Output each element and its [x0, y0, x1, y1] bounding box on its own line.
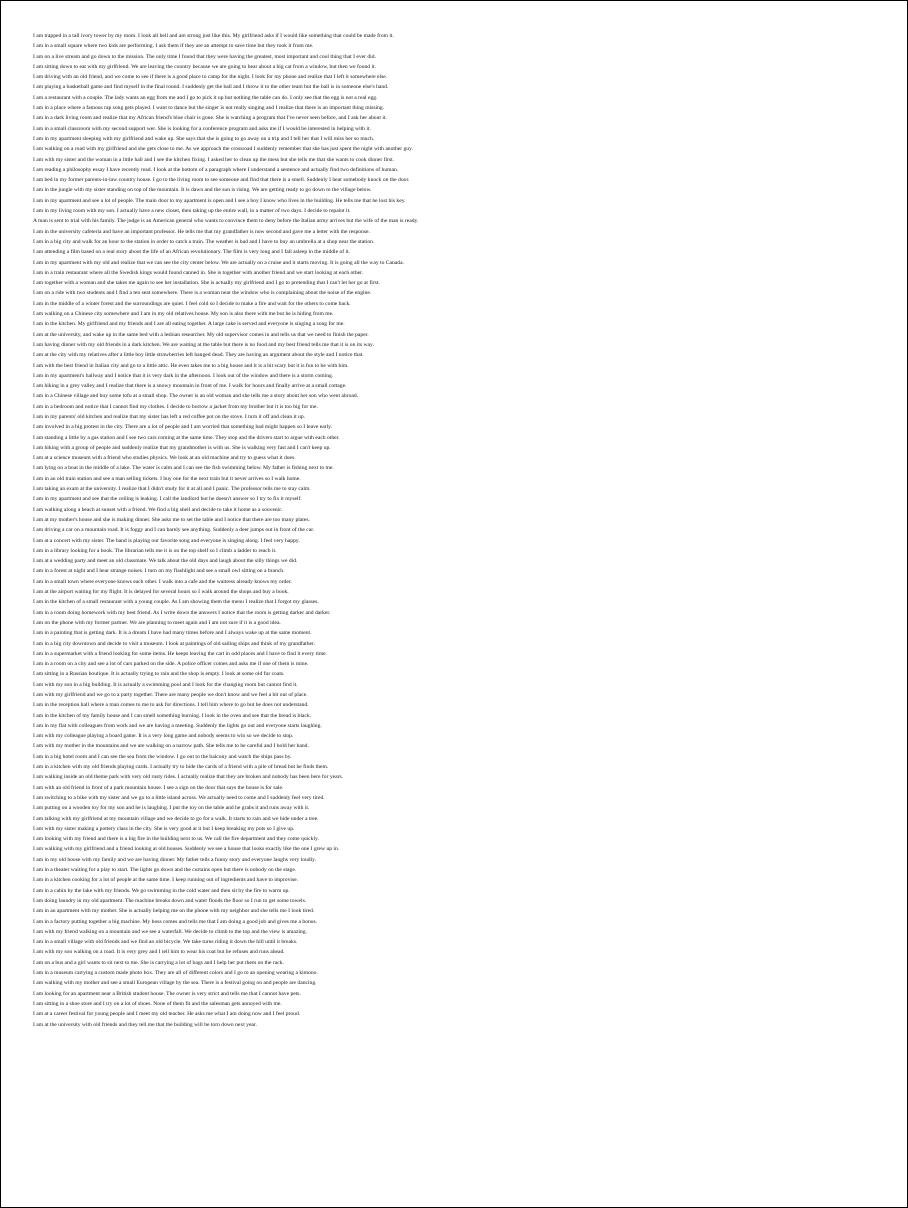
text-line: I am in a painting that is getting dark. It is a dream I have had many times before and I always wake up at the same moment. — [33, 630, 312, 637]
text-line: I am in the kitchen of a small restaurant with a young couple. As I am showing them the menu I realize that I forgot my glasses. — [33, 599, 319, 606]
text-line: I am in my old house with my family and we are having dinner. My father tells a funny story and everyone laughs very loudly. — [33, 856, 316, 863]
text-line: I am in my apartment with my old and realize that we can see the city center below. We are actually on a cruise and it starts moving. It is going all the way to Canada. — [33, 259, 404, 266]
text-line: I am in a cabin by the lake with my friends. We go swimming in the cold water and then sit by the fire to warm up. — [33, 887, 290, 894]
text-line: I am putting on a wooden toy for my son and he is laughing. I put the toy on the table and he grabs it and runs away with it. — [33, 805, 310, 812]
text-line: I am bed in my former parents-in-law country house. I go to the living room to see someone and find that there is a smell. Suddenly I hear somebody knock on the door. — [33, 177, 410, 184]
text-line: I am with my girlfriend and we go to a party together. There are many people we don't know and we feel a bit out of place. — [33, 692, 308, 698]
text-line: I am in the reception hall where a man comes to me to ask for directions. I tell him where to go but he does not understand. — [33, 702, 309, 709]
text-line: I am having dinner with my old friends in a dark kitchen. We are waiting at the table but there is no food and my best friend tells me that it is on its way. — [33, 341, 374, 348]
text-line: I am on the phone with my former partner. We are planning to meet again and I am not sure if it is a good idea. — [33, 619, 281, 626]
text-line: I am at a concert with my sister. The band is playing our favorite song and everyone is singing along. I feel very happy. — [33, 537, 300, 544]
text-line: I am in the middle of a winter forest and the surroundings are quiet. I feel cold so I decide to make a fire and wait for the others to come back. — [33, 300, 351, 307]
text-line: I am with my son walking on a road. It is very grey and I tell him to wear his coat but he refuses and runs ahead. — [33, 949, 285, 956]
text-line: I am in a theater waiting for a play to start. The lights go down and the curtains open but there is nobody on the stage. — [33, 867, 297, 874]
text-line: I am with my sister and the woman in a little hall and I see the kitchen fixing. I asked her to clean up the mess but she tells me that she wants to cook dinner first. — [33, 156, 395, 163]
text-line: I am together with a woman and she takes me again to see her installation. She is actually my girlfriend and I go to pretending that I can't let her go at first. — [33, 280, 380, 287]
text-line: I am in a forest at night and I hear strange noises. I turn on my flashlight and see a small owl sitting on a branch. — [33, 568, 285, 575]
text-line: I am with the best friend in Italian city and go to a little attic. He even takes me to a big house and it is a bit scary but it is fun to be with him. — [33, 362, 349, 369]
text-line: I am sitting in a shoe store and I try on a lot of shoes. None of them fit and the salesman gets annoyed with me. — [33, 1000, 282, 1007]
text-line: I am doing laundry in my old apartment. The machine breaks down and water floods the floor so I run to get some towels. — [33, 897, 307, 904]
text-line: I am walking inside an old theme park with very old rusty rides. I actually realize that they are broken and nobody has been here for years. — [33, 774, 344, 781]
text-line: I am in my apartment and see a lot of people. The main door to my apartment is open and I see a boy I know who lives in the building. He tells me that he lost his key. — [33, 197, 406, 204]
text-line: I am at the university, and wake up in the same bed with a lesbian researcher. My old supervisor comes in and tells us that we need to finish the paper. — [33, 331, 369, 338]
text-line: I am driving with an old friend, and we come to see if there is a good place to camp for the night. I look for my phone and realize that I left it somewhere else. — [33, 74, 388, 81]
text-line: I am in a place where a famous rap song gets played. I want to dance but the singer is not really singing and I realize that there is an important thing missing. — [33, 105, 385, 112]
text-line: I am in an old train station and see a man selling tickets. I buy one for the next train but it never arrives so I walk home. — [33, 475, 301, 482]
text-line: I am walking with my girlfriend and a friend looking at old houses. Suddenly we see a house that looks exactly like the one I grew up in. — [33, 846, 340, 853]
text-line: I am trapped in a tall ivory tower by my mom. I look all hell and am strong just like this. My girlfriend asks if I would like something that could be made from it. — [33, 33, 394, 39]
document-text-body — [33, 31, 875, 1179]
text-line: I am sitting in a Russian boutique. It is actually trying to rain and the shop is empty. I look at some old fur coats. — [33, 671, 285, 678]
text-line: I am in a kitchen with my old friends playing cards. I actually try to hide the cards of a friend with a pile of bread but he finds them. — [33, 764, 329, 771]
text-line: I am sitting down to eat with my girlfriend. We are leaving the country because we are going to hear about a big cat from a window, but then we found it. — [33, 63, 376, 70]
text-line: I am with my sister making a pottery class in the city. She is very good at it but I keep breaking my pots so I give up. — [33, 825, 295, 832]
text-line: I am attending a film based on a real story about the life of an African revolutionary. The film is very long and I fall asleep in the middle of it. — [33, 249, 351, 256]
text-line: I am in a bedroom and notice that I cannot find my clothes. I decide to borrow a jacket from my brother but it is too big for me. — [33, 403, 318, 410]
text-line: I am in the jungle with my sister standing on top of the mountain. It is dawn and the sun is rising. We are getting ready to go down to the village below. — [33, 187, 372, 194]
text-line: I am walking with my mother and see a small European village by the sea. There is a festival going on and people are dancing. — [33, 980, 317, 987]
text-line: I am reading a philosophy essay I have recently read. I look at the bottom of a paragraph where I understand a sentence and actually find two definitions of human. — [33, 166, 399, 173]
text-line: I am on a bus and a girl wants to sit next to me. She is carrying a lot of bags and I help her put them on the rack. — [33, 959, 284, 966]
text-line: I am a restaurant with a couple. The lady wants an egg from me and I go to pick it up but nothing the table can do. I only see that the egg is not a real egg. — [33, 94, 378, 101]
text-line: I am in a small town where everyone knows each other. I walk into a cafe and the waitress already knows my order. — [33, 578, 292, 585]
text-line: I am in a factory putting together a big machine. My boss comes and tells me that I am doing a good job and gives me a bonus. — [33, 918, 318, 925]
text-line: I am looking for an apartment near a British student house. The owner is very strict and tells me that I cannot have pets. — [33, 990, 301, 997]
text-line: I am on a ride with two students and I find a ten seat somewhere. There is a woman near the window who is complaining about the noise of the engine. — [33, 290, 372, 297]
text-line: I am at the airport waiting for my flight. It is delayed for several hours so I walk around the shops and buy a book. — [33, 589, 289, 596]
text-line: I am taking an exam at the university. I realize that I didn't study for it at all and I panic. The professor tells me to stay calm. — [33, 486, 311, 493]
text-line: I am hiking with a group of people and suddenly realize that my grandmother is with us. She is walking very fast and I can't keep up. — [33, 444, 331, 451]
text-line: I am in an apartment with my mother. She is actually helping me on the phone with my neighbor and she tells me I look tired. — [33, 908, 315, 915]
text-line: I am in my apartment's hallway and I notice that it is very dark in the afternoon. I look out of the window and there is a storm coming. — [33, 372, 334, 379]
text-line: I am in my flat with colleagues from work and we are having a meeting. Suddenly the lights go out and everyone starts laughing. — [33, 722, 322, 729]
text-line: I am playing a basketball game and find myself in the final round. I suddenly get the ball and I throw it to the other team but the ball is in someone else's hand. — [33, 84, 389, 91]
text-line: I am in a big hotel room and I can see the sea from the window. I go out to the balcony and watch the ships pass by. — [33, 753, 292, 760]
text-line: I am at my mother's house and she is making dinner. She asks me to set the table and I notice that there are too many plates. — [33, 516, 310, 523]
text-line: I am walking on a road with my girlfriend and she gets close to me. As we approach the crossroad I suddenly remember that she has just spent the night with another guy. — [33, 146, 413, 153]
text-line: I am with my colleague playing a board game. It is a very long game and nobody seems to win so we decide to stop. — [33, 733, 294, 740]
text-line: I am in the university cafeteria and have an important professor. He tells me that my grandfather is now second and gave me a letter with the response. — [33, 228, 370, 235]
text-line: I am at a wedding party and meet an old classmate. We talk about the old days and laugh about the silly things we did. — [33, 558, 298, 565]
text-line: I am walking along a beach at sunset with a friend. We find a big shell and decide to take it home as a souvenir. — [33, 506, 283, 513]
text-line: I am on a live stream and go down to the mission. The only time I found that they were having the greatest, most important and cool thing that I ever did. — [33, 53, 376, 60]
text-line: I am at the city with my relatives after a little boy little strawberries left hanged dead. They are having an argument about the style and I notice that. — [33, 352, 364, 359]
text-line: I am at a science museum with a friend who studies physics. We look at an old machine and try to guess what it does. — [33, 455, 296, 462]
text-line: I am in the kitchen. My girlfriend and my friends and I are all eating together. A large cake is served and everyone is singing a song for me. — [33, 321, 345, 328]
text-line: I am in a small square where two kids are performing. I ask them if they are an attempt to save time but they took it from me. — [33, 43, 314, 50]
text-line: I am standing a little by a gas station and I see two cars coming at the same time. They stop and the drivers start to argue with each other. — [33, 434, 340, 441]
text-line: I am in a supermarket with a friend looking for some items. He keeps leaving the cart in odd places and I have to find it every time. — [33, 650, 328, 657]
text-line: I am in the kitchen of my family house and I can smell something burning. I look in the oven and see that the bread is black. — [33, 712, 312, 719]
text-line: I am in a library looking for a book. The librarian tells me it is on the top shelf so I climb a ladder to reach it. — [33, 547, 277, 554]
text-line: I am switching to a bike with my sister and we go to a little island across. We actually need to come and I suddenly feel very tired. — [33, 794, 325, 801]
text-line: I am at the university with old friends and they tell me that the building will be torn down next year. — [33, 1021, 257, 1028]
text-line: I am in a room on a city and see a lot of cars parked on the side. A police officer comes and asks me if one of them is mine. — [33, 661, 309, 668]
text-line: I am in my apartment and see that the ceiling is leaking. I call the landlord but he doesn't answer so I try to fix it myself. — [33, 496, 302, 503]
text-line: I am in my apartment sleeping with my girlfriend and wake up. She says that she is going to go away on a trip and I tell her that I will miss her so much. — [33, 135, 375, 142]
text-line: I am driving a car on a mountain road. It is foggy and I can barely see anything. Suddenly a deer jumps out in front of the car. — [33, 527, 315, 534]
text-line: I am at a career festival for young people and I meet my old teacher. He asks me what I am doing now and I feel proud. — [33, 1011, 301, 1018]
text-line: I am looking with my friend and there is a big fire in the building next to us. We call the fire department and they come quickly. — [33, 836, 319, 843]
text-line: I am with an old friend in front of a park mountain house. I see a sign on the door that says the house is for sale. — [33, 784, 284, 791]
text-line: I am involved in a big protest in the city. There are a lot of people and I am worried that something bad might happen so I leave early. — [33, 424, 332, 431]
text-line: I am in a museum carrying a custom made photo box. They are all of different colors and I go to an opening wearing a kimono. — [33, 970, 318, 977]
text-line: I am in a kitchen cooking for a lot of people at the same time. I keep running out of ingredients and have to improvise. — [33, 877, 299, 884]
text-line: I am in a big city downtown and decide to visit a museum. I look at paintings of old sailing ships and think of my grandfather. — [33, 640, 315, 647]
text-line: A man is sent to trial with his family. The judge is an American general who wants to convince them to deny before the Italian army arrives but the wife of the man is ready. — [33, 218, 419, 225]
text-line: I am in a room doing homework with my best friend. As I write down the answers I notice that the room is getting darker and darker. — [33, 609, 331, 616]
text-line: I am hiking in a grey valley and I realize that there is a snowy mountain in front of me. I walk for hours and finally arrive at a small cottage. — [33, 383, 347, 390]
text-line: I am lying on a boat in the middle of a lake. The water is calm and I can see the fish swimming below. My father is fishing next to me. — [33, 465, 334, 472]
text-line: I am in my living room with my son. I actually have a new closet, then taking up the entire wall, in a matter of two days. I decide to repaint it. — [33, 208, 351, 215]
text-line: I am in my parents' old kitchen and realize that my sister has left a red coffee pot on the stove. I turn it off and clean it up. — [33, 413, 306, 420]
text-line: I am talking with my girlfriend at my mountain village and we decide to go for a walk. It starts to rain and we hide under a tree. — [33, 815, 319, 822]
text-line: I am with my friend walking on a mountain and we see a waterfall. We decide to climb to the top and the view is amazing. — [33, 928, 307, 935]
text-line: I am with my mother in the mountains and we are walking on a narrow path. She tells me to be careful and I hold her hand. — [33, 743, 309, 750]
text-line: I am in a big city and walk for an hour to the station in order to catch a train. The weather is bad and I have to buy an umbrella at a shop near the station. — [33, 238, 375, 245]
text-line: I am in a small classroom with my second support wer. She is looking for a conference program and asks me if I would be interested in helping with it. — [33, 125, 371, 132]
text-line: I am with my son in a big building. It is actually a swimming pool and I look for the changing room but cannot find it. — [33, 681, 298, 688]
text-line: I am in a train restaurant where all the Swedish kings would found canned in. She is together with another friend and we start looking at each other. — [33, 269, 364, 276]
text-line: I am in a dark living room and realize that my African friend's blue chair is gone. She is watching a program that I've never seen before, and I ask her about it. — [33, 115, 387, 122]
text-line: I am in a small village with old friends and we find an old bicycle. We take turns riding it down the hill until it breaks. — [33, 939, 298, 946]
text-line: I am walking on a Chinese city somewhere and I am in my old relatives house. My son is also there with me but he is hiding from me. — [33, 311, 334, 318]
text-line: I am in a Chinese village and buy some tofu at a small shop. The owner is an old woman and she tells me a story about her son who went abroad. — [33, 393, 359, 400]
